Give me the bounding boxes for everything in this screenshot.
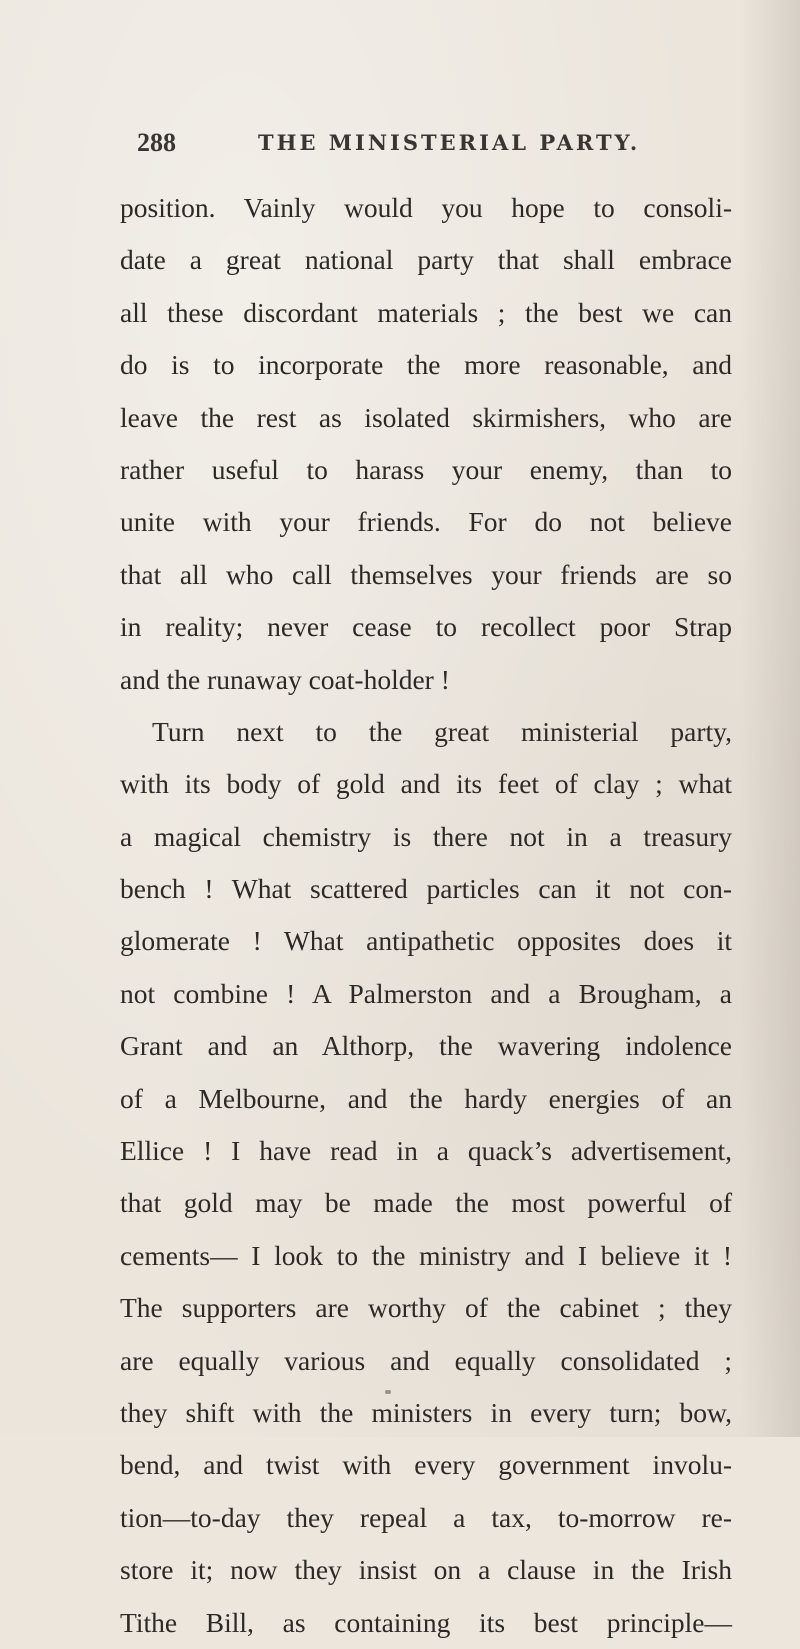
text-line: Grant and an Althorp, the wavering indolence [120, 1030, 732, 1062]
text-line: position. Vainly would you hope to consoli- [120, 192, 732, 223]
running-title: THE MINISTERIAL PARTY. [258, 130, 641, 155]
text-line: a magical chemistry is there not in a treasury [120, 820, 732, 852]
body-text [120, 182, 732, 1649]
text-line: unite with your friends. For do not believe [120, 506, 732, 538]
text-line: with its body of gold and its feet of clay ; what [120, 768, 732, 800]
text-line: bend, and twist with every government involu- [120, 1449, 732, 1481]
text-line: cements— I look to the ministry and I believe it ! [120, 1239, 732, 1271]
page-number: 288 [137, 128, 176, 157]
text-line: Turn next to the great ministerial party, [152, 715, 732, 747]
text-line: not combine ! A Palmerston and a Brougham, a [120, 977, 732, 1009]
text-line: that gold may be made the most powerful of [120, 1187, 732, 1219]
text-line: do is to incorporate the more reasonable, and [120, 349, 732, 381]
text-line: they shift with the ministers in every turn; bow, [120, 1396, 732, 1428]
ink-smudge [385, 1390, 391, 1394]
text-line: rather useful to harass your enemy, than to [120, 453, 732, 485]
text-line: bench ! What scattered particles can it not con- [120, 873, 732, 905]
page-edge-shadow [740, 0, 800, 1437]
text-line: Ellice ! I have read in a quack’s advertisement, [120, 1135, 732, 1167]
text-line: glomerate ! What antipathetic opposites does it [120, 925, 732, 957]
text-line: Tithe Bill, as containing its best principle— [120, 1606, 732, 1638]
text-line: that all who call themselves your friends are so [120, 558, 732, 590]
text-line: leave the rest as isolated skirmishers, who are [120, 401, 732, 433]
text-line: date a great national party that shall embrace [120, 244, 732, 276]
text-line: in reality; never cease to recollect poor Strap [120, 611, 732, 643]
text-line: store it; now they insist on a clause in the Irish [120, 1554, 732, 1586]
text-line: The supporters are worthy of the cabinet ; they [120, 1292, 732, 1324]
text-line: of a Melbourne, and the hardy energies of an [120, 1082, 732, 1114]
text-line: all these discordant materials ; the best we can [120, 296, 732, 328]
text-line: tion—to-day they repeal a tax, to-morrow re- [120, 1501, 732, 1533]
text-line: and the runaway coat-holder ! [120, 663, 450, 695]
text-line: are equally various and equally consolidated ; [120, 1344, 732, 1376]
